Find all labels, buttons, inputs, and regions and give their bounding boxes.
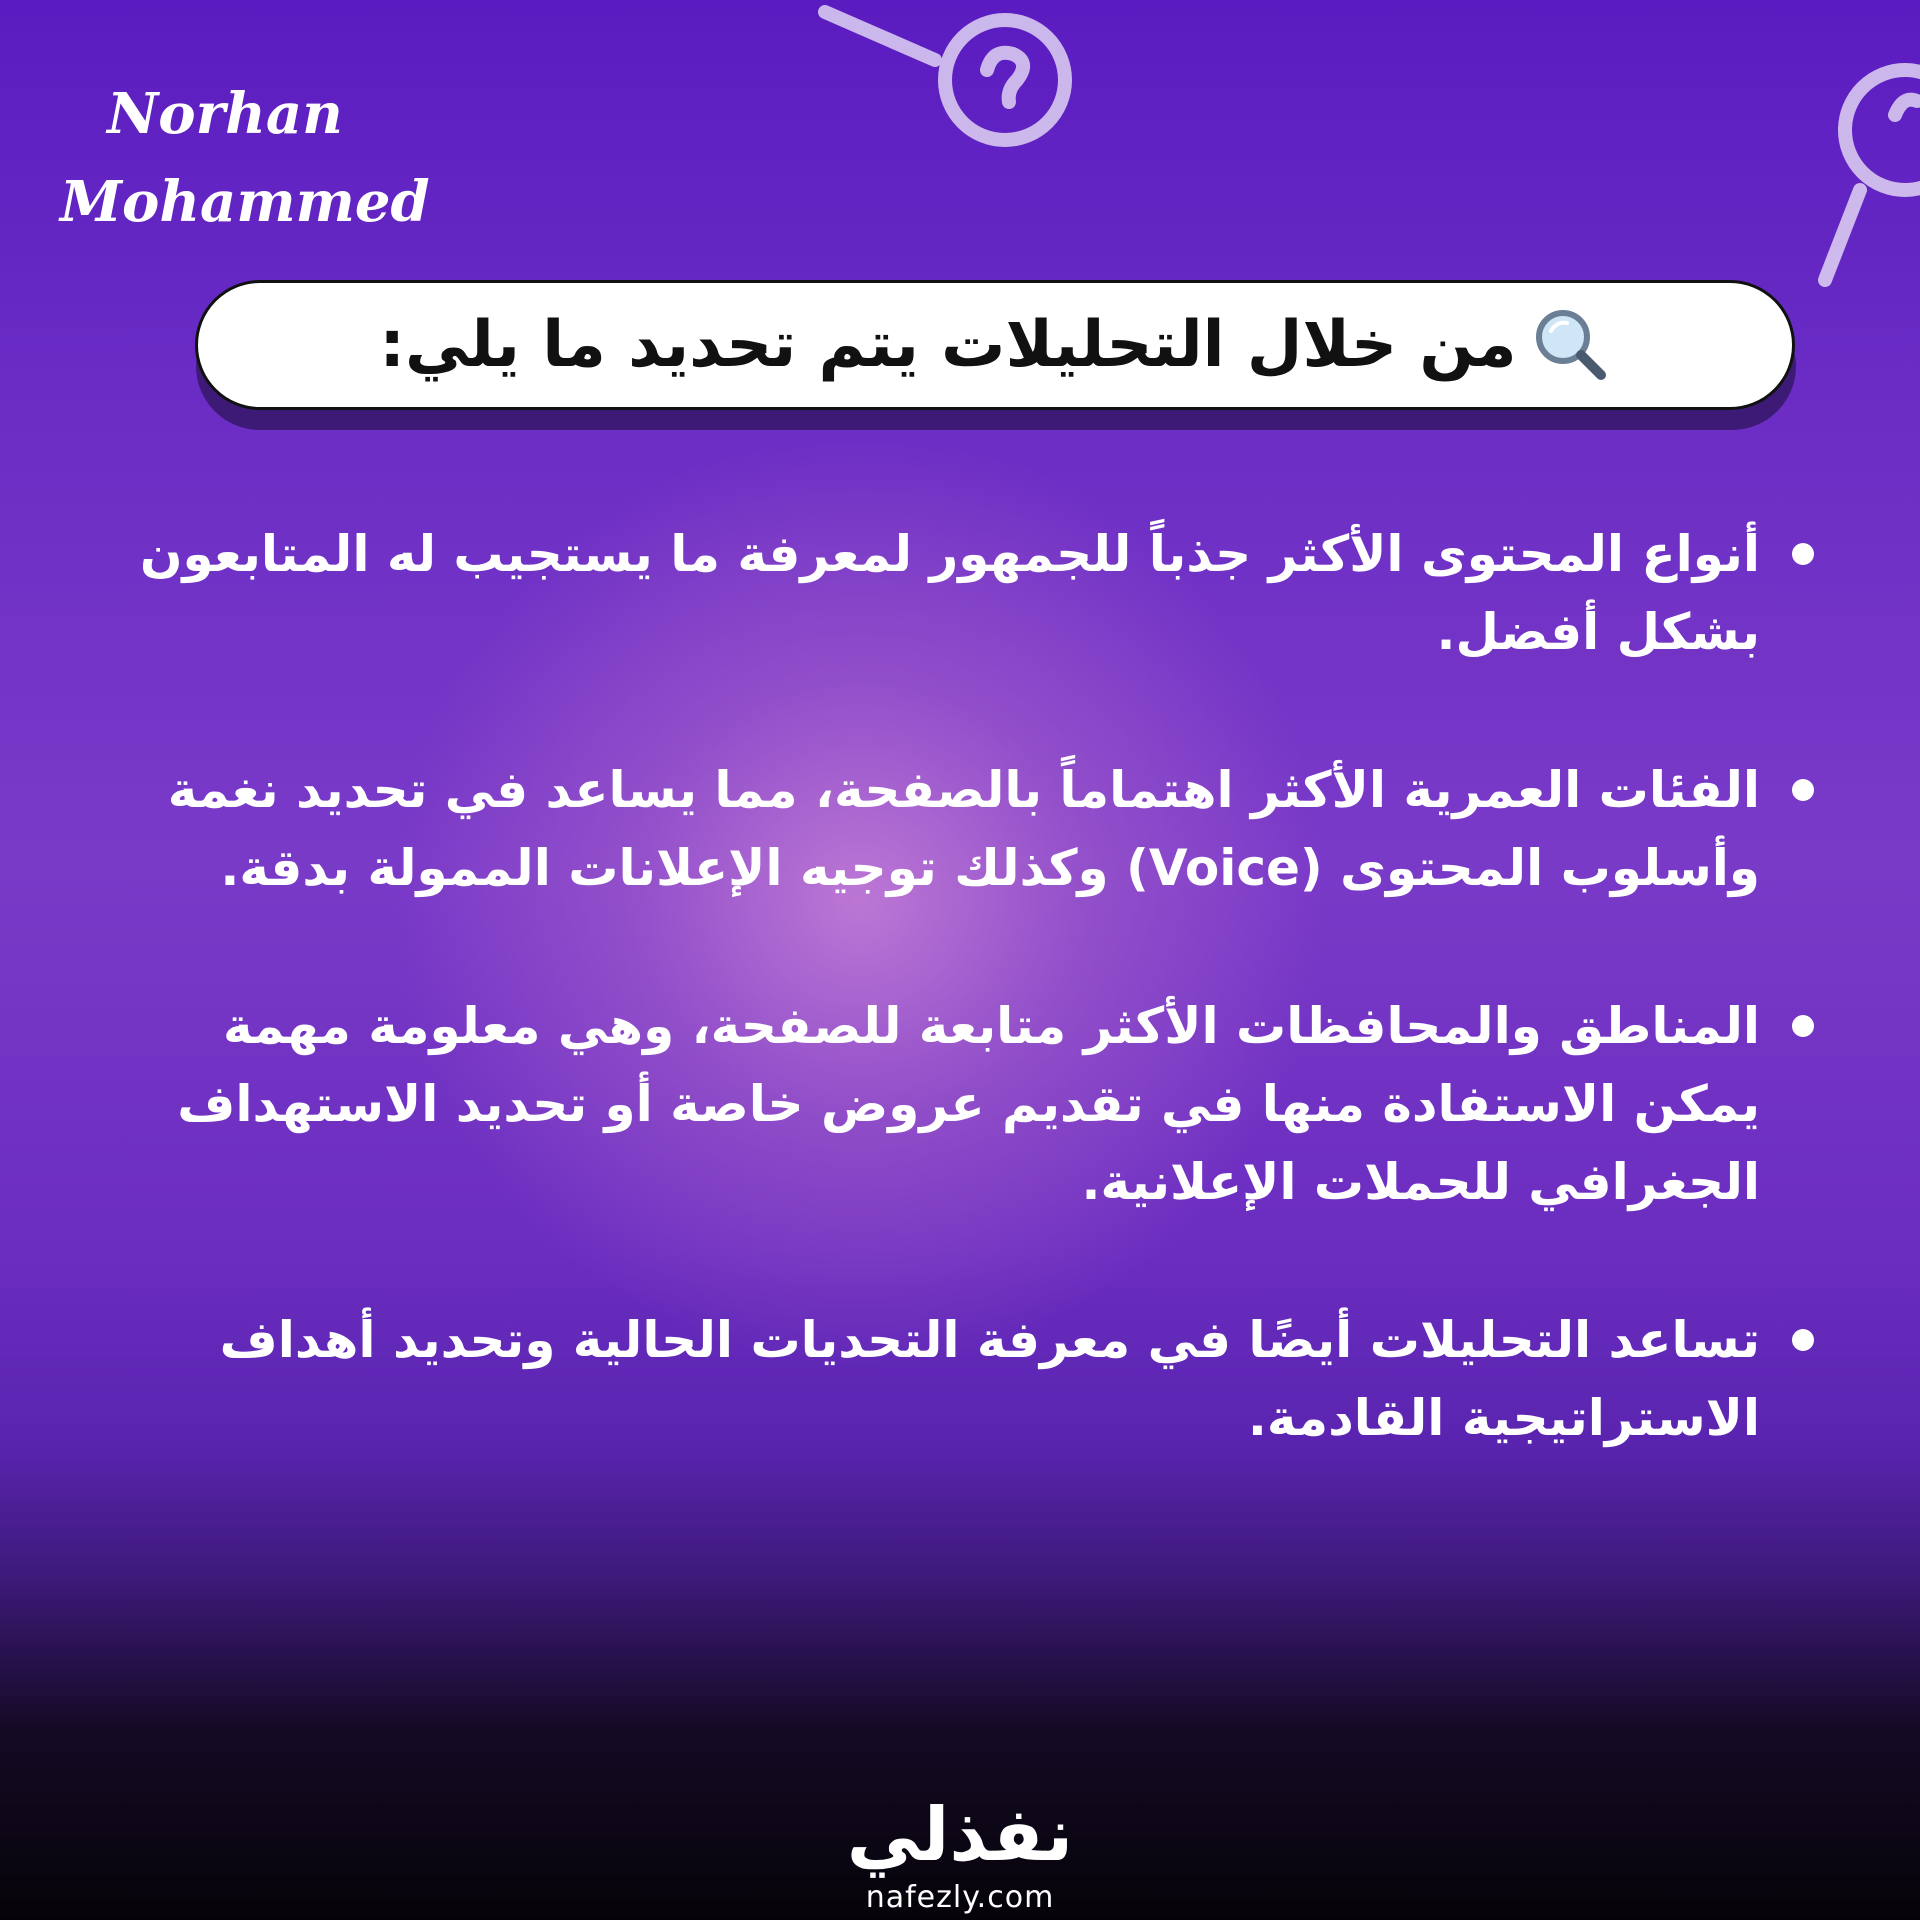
bullet-dot <box>1792 543 1814 565</box>
list-item-text: المناطق والمحافظات الأكثر متابعة للصفحة، وهي معلومة مهمة يمكن الاستفادة منها في تقديم عروض خاصة أو تحديد الاستهداف الجغرافي للحملات الإعلانية. <box>177 997 1760 1211</box>
bullet-dot <box>1792 779 1814 801</box>
list-item <box>80 515 1820 671</box>
page-title: من خلال التحليلات يتم تحديد ما يلي: <box>379 308 1517 382</box>
list-item <box>80 1301 1820 1457</box>
list-item-text: تساعد التحليلات أيضًا في معرفة التحديات الحالية وتحديد أهداف الاستراتيجية القادمة. <box>219 1311 1760 1447</box>
brand-logo <box>760 1790 1160 1916</box>
brand-name: نفذلي <box>846 1792 1074 1878</box>
bullet-dot <box>1792 1329 1814 1351</box>
author-last-name: Mohammed <box>60 169 430 235</box>
list-item-text: الفئات العمرية الأكثر اهتماماً بالصفحة، مما يساعد في تحديد نغمة وأسلوب المحتوى (Voice) وكذلك توجيه الإعلانات الممولة بدقة. <box>167 761 1760 897</box>
title-banner <box>195 280 1795 410</box>
list-item <box>80 751 1820 907</box>
magnifier-icon <box>1531 305 1611 385</box>
analytics-bullet-list <box>80 515 1820 1537</box>
magnifier-question-icon <box>815 0 1095 160</box>
list-item <box>80 987 1820 1221</box>
list-item-text: أنواع المحتوى الأكثر جذباً للجمهور لمعرفة ما يستجيب له المتابعون بشكل أفضل. <box>139 525 1760 661</box>
bullet-dot <box>1792 1015 1814 1037</box>
author-signature <box>60 70 430 246</box>
author-first-name: Norhan <box>107 81 343 147</box>
brand-url: nafezly.com <box>865 1880 1055 1915</box>
magnifier-icon-corner <box>1800 40 1920 300</box>
